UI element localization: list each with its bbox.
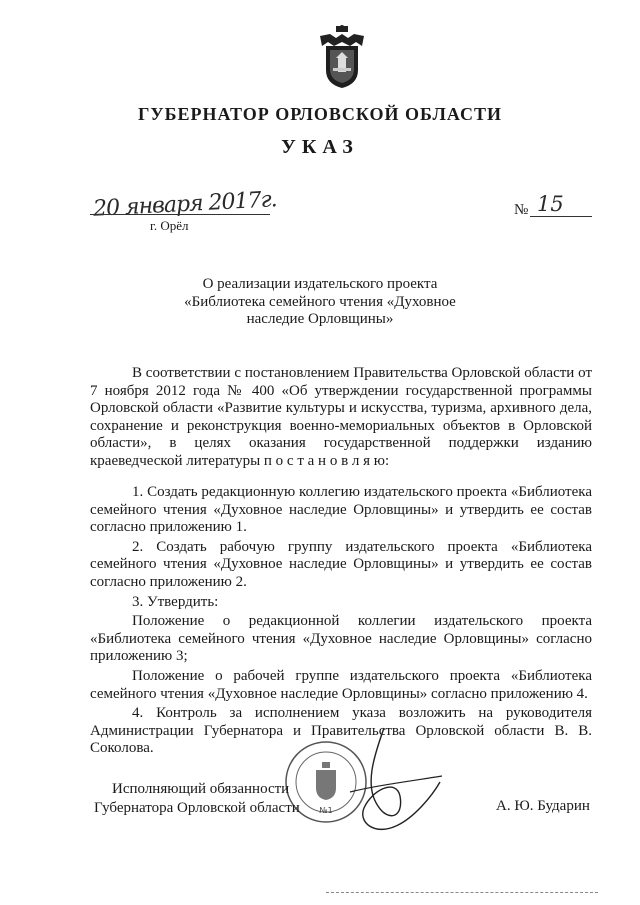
list-item: 3. Утвердить:: [132, 593, 219, 610]
intro-paragraph: [90, 365, 592, 471]
subject-line: «Библиотека семейного чтения «Духовное: [184, 293, 456, 310]
list-item: Положение о редакционной коллегии издательского проекта «Библиотека семейного чтения «Духовное наследие Орловщины» согласно приложению 3;: [90, 613, 592, 665]
date-underline: [90, 214, 270, 215]
page-title: ГУБЕРНАТОР ОРЛОВСКОЙ ОБЛАСТИ: [137, 104, 503, 124]
subject-line: О реализации издательского проекта: [202, 276, 438, 292]
list-item: 4. Контроль за исполнением указа возложить на руководителя Администрации Губернатора и Правительства Орловской области В. В. Соколова.: [90, 705, 592, 757]
list-item: 1. Создать редакционную коллегию издательского проекта «Библиотека семейного чтения «Духовное наследие Орловщины» и утвердить ее состав согласно приложению 1.: [90, 484, 592, 536]
document-type: УКАЗ: [281, 136, 359, 158]
document-city: г. Орёл: [150, 218, 189, 233]
position-line: Губернатора Орловской области: [94, 800, 300, 816]
list-item: 2. Создать рабочую группу издательского проекта «Библиотека семейного чтения «Духовное наследие Орловщины» и утвердить ее состав согласно приложению 2.: [90, 538, 592, 590]
number-underline: [530, 216, 592, 217]
number-label: №: [514, 202, 529, 218]
handwritten-signature: [344, 726, 444, 846]
position-line: Исполняющий обязанности: [112, 781, 290, 797]
intro-text: В соответствии с постановлением Правительства Орловской области от 7 ноября 2012 года № 400 «Об утверждении государственной программы Орловской области «Развитие культуры и искусства, туризма, архивного дела, сохранение и реконструкция военно-мемориальных объектов в Орловской области», в целях оказания государственной поддержки изданию краеведческой литературы: [90, 365, 592, 469]
footer-divider: [326, 892, 598, 893]
document-date: 20 января 2017г.: [92, 187, 278, 222]
decree-items: [90, 484, 592, 760]
decree-word: п о с т а н о в л я ю:: [263, 452, 390, 469]
signatory-name: А. Ю. Бударин: [496, 798, 590, 814]
document-subject: [140, 276, 500, 329]
coat-of-arms-icon: [316, 24, 368, 90]
signatory-position: [94, 780, 300, 818]
subject-line: наследие Орловщины»: [246, 311, 394, 327]
seal-number: №1: [319, 806, 333, 815]
list-item: Положение о рабочей группе издательского проекта «Библиотека семейного чтения «Духовное наследие Орловщины» согласно приложению 4.: [90, 667, 592, 702]
document-number: 15: [537, 192, 564, 216]
